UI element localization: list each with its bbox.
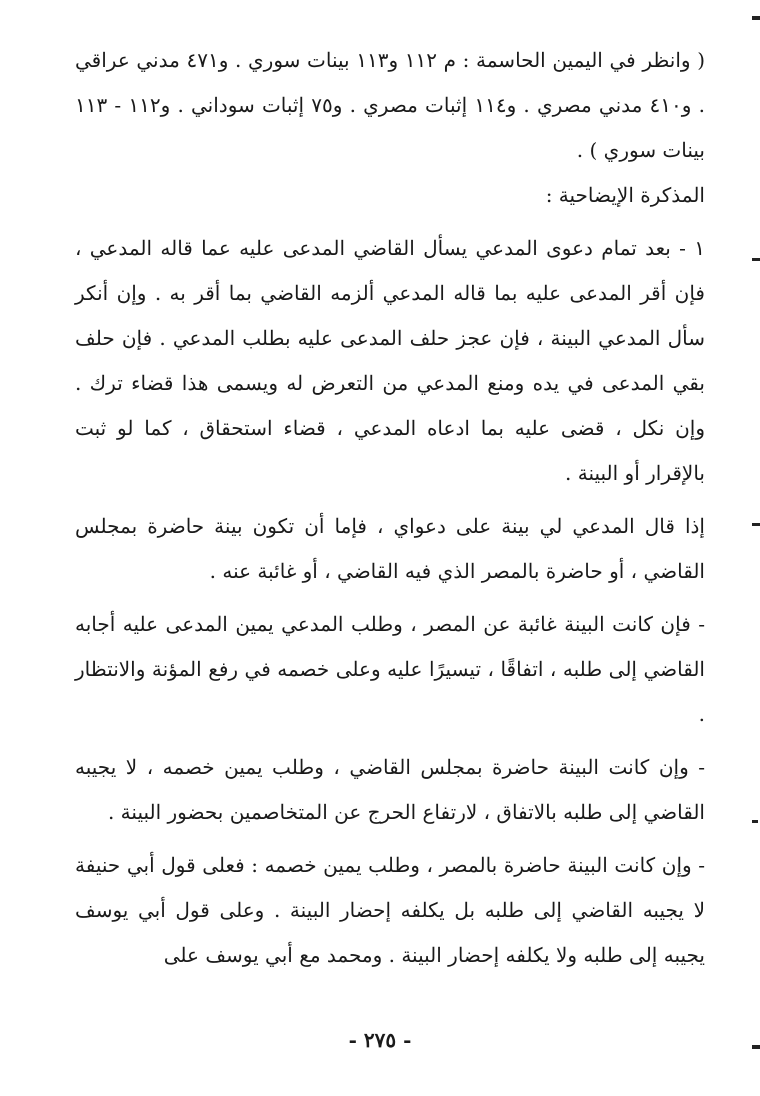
paragraph-3: - فإن كانت البينة غائبة عن المصر ، وطلب المدعي يمين المدعى عليه أجابه القاضي إلى طلبه ، اتفاقًا ، تيسيرًا عليه وعلى خصمه في رفع المؤنة والانتظار . bbox=[75, 612, 705, 726]
scan-mark-upper bbox=[752, 258, 760, 261]
paragraph-1: ١ - بعد تمام دعوى المدعي يسأل القاضي المدعى عليه عما قاله المدعي ، فإن أقر المدعى عليه بما قاله المدعي ألزمه القاضي بما أقر به . وإن أنكر سأل المدعي البينة ، فإن عجز حلف المدعى عليه بطلب المدعي . فإن حلف بقي المدعى في يده ومنع المدعي من التعرض له ويسمى هذا قضاء ترك . وإن نكل ، قضى عليه بما ادعاه المدعي ، قضاء استحقاق ، كما لو ثبت بالإقرار أو البينة . bbox=[75, 236, 705, 485]
paragraph-2: إذا قال المدعي لي بينة على دعواي ، فإما أن تكون بينة حاضرة بمجلس القاضي ، أو حاضرة بالمصر الذي فيه القاضي ، أو غائبة عنه . bbox=[75, 514, 705, 583]
scan-mark-top bbox=[752, 16, 760, 20]
page-number: - ٢٧٥ - bbox=[348, 1028, 412, 1052]
paragraph-4: - وإن كانت البينة حاضرة بمجلس القاضي ، وطلب يمين خصمه ، لا يجيبه القاضي إلى طلبه بالاتفاق ، لارتفاع الحرج عن المتخاصمين بحضور البينة . bbox=[75, 755, 705, 824]
scan-mark-bottom bbox=[752, 1045, 760, 1049]
reference-paragraph: ( وانظر في اليمين الحاسمة : م ١١٢ و١١٣ بينات سوري . و٤٧١ مدني عراقي . و٤١٠ مدني مصري . و١١٤ إثبات مصري . و٧٥ إثبات سوداني . و١١٢ - ١١٣ بينات سوري ) . bbox=[75, 48, 706, 162]
scan-mark-middle bbox=[752, 523, 760, 526]
section-heading: المذكرة الإيضاحية : bbox=[545, 183, 705, 207]
scan-mark-lower bbox=[752, 820, 758, 823]
page-body bbox=[75, 38, 705, 978]
paragraph-5: - وإن كانت البينة حاضرة بالمصر ، وطلب يمين خصمه : فعلى قول أبي حنيفة لا يجيبه القاضي إلى طلبه بل يكلفه إحضار البينة . وعلى قول أبي يوسف يجيبه إلى طلبه ولا يكلفه إحضار البينة . ومحمد مع أبي يوسف على bbox=[75, 853, 705, 967]
